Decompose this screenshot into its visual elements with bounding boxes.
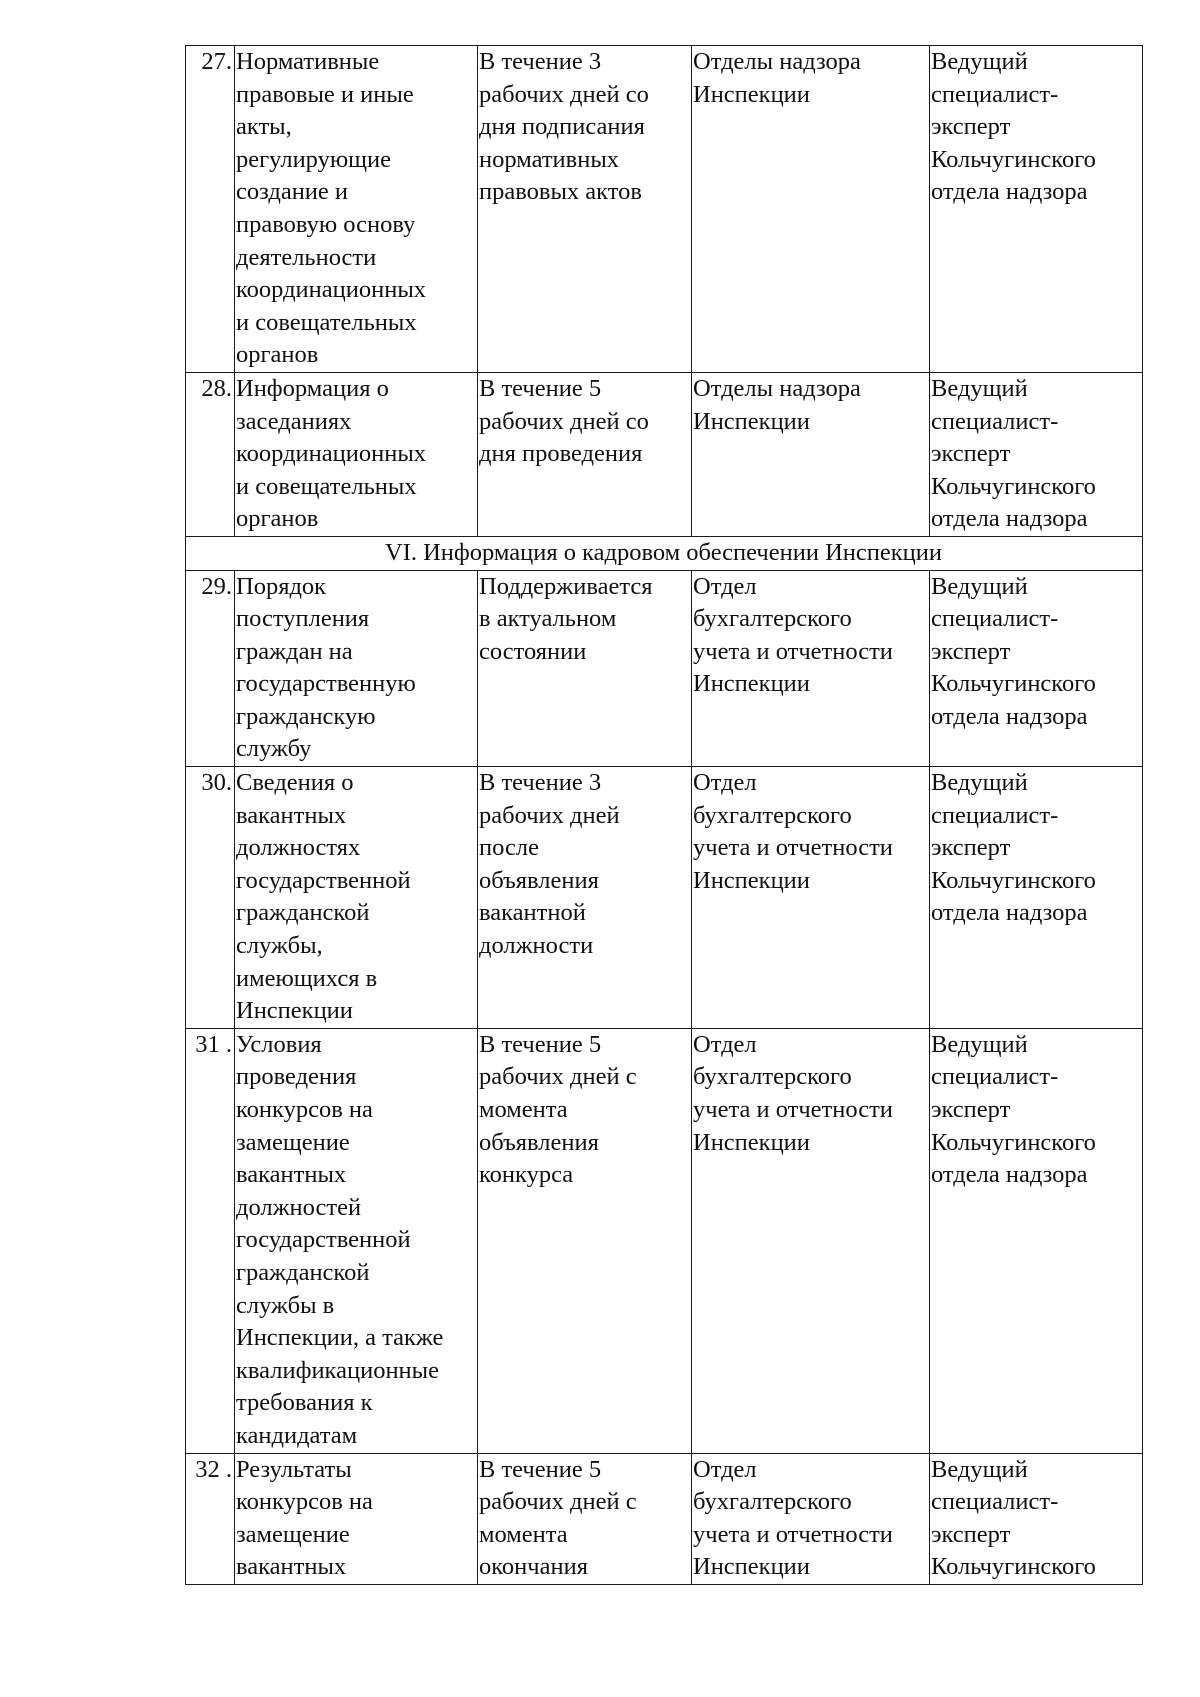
info-name: Нормативные правовые и иные акты, регулирующие создание и правовую основу деятельности координационных и совещательных органов — [235, 46, 478, 373]
responsible-person: Ведущий специалист- эксперт Кольчугинского отдела надзора — [930, 46, 1143, 373]
responsible-department: Отделы надзора Инспекции — [692, 372, 930, 536]
responsible-department: Отдел бухгалтерского учета и отчетности Инспекции — [692, 1028, 930, 1453]
publication-term: В течение 3 рабочих дней после объявления вакантной должности — [478, 767, 692, 1029]
table-row — [186, 570, 1143, 767]
section-row — [186, 536, 1143, 570]
table-row — [186, 1453, 1143, 1584]
responsible-person: Ведущий специалист- эксперт Кольчугинского — [930, 1453, 1143, 1584]
responsible-person: Ведущий специалист- эксперт Кольчугинского отдела надзора — [930, 372, 1143, 536]
publication-term: Поддерживается в актуальном состоянии — [478, 570, 692, 767]
responsible-person: Ведущий специалист- эксперт Кольчугинского отдела надзора — [930, 1028, 1143, 1453]
responsible-department: Отдел бухгалтерского учета и отчетности Инспекции — [692, 570, 930, 767]
responsible-person: Ведущий специалист- эксперт Кольчугинского отдела надзора — [930, 767, 1143, 1029]
info-name: Результаты конкурсов на замещение вакантных — [235, 1453, 478, 1584]
info-name: Информация о заседаниях координационных и совещательных органов — [235, 372, 478, 536]
info-name: Сведения о вакантных должностях государственной гражданской службы, имеющихся в Инспекции — [235, 767, 478, 1029]
row-number: 30. — [186, 767, 235, 1029]
row-number: 28. — [186, 372, 235, 536]
publication-term: В течение 5 рабочих дней с момента окончания — [478, 1453, 692, 1584]
row-number: 31 . — [186, 1028, 235, 1453]
responsible-department: Отдел бухгалтерского учета и отчетности Инспекции — [692, 767, 930, 1029]
publication-term: В течение 3 рабочих дней со дня подписания нормативных правовых актов — [478, 46, 692, 373]
responsible-department: Отделы надзора Инспекции — [692, 46, 930, 373]
section-heading: VI. Информация о кадровом обеспечении Инспекции — [186, 536, 1143, 570]
publication-term: В течение 5 рабочих дней с момента объявления конкурса — [478, 1028, 692, 1453]
publication-term: В течение 5 рабочих дней со дня проведения — [478, 372, 692, 536]
info-name: Порядок поступления граждан на государственную гражданскую службу — [235, 570, 478, 767]
row-number: 27. — [186, 46, 235, 373]
table-row — [186, 372, 1143, 536]
responsible-person: Ведущий специалист- эксперт Кольчугинского отдела надзора — [930, 570, 1143, 767]
responsible-department: Отдел бухгалтерского учета и отчетности Инспекции — [692, 1453, 930, 1584]
table-row — [186, 767, 1143, 1029]
info-name: Условия проведения конкурсов на замещение вакантных должностей государственной гражданской службы в Инспекции, а также квалификационные требования к кандидатам — [235, 1028, 478, 1453]
disclosure-table — [185, 45, 1143, 1585]
row-number: 29. — [186, 570, 235, 767]
row-number: 32 . — [186, 1453, 235, 1584]
table-row — [186, 1028, 1143, 1453]
table-row — [186, 46, 1143, 373]
